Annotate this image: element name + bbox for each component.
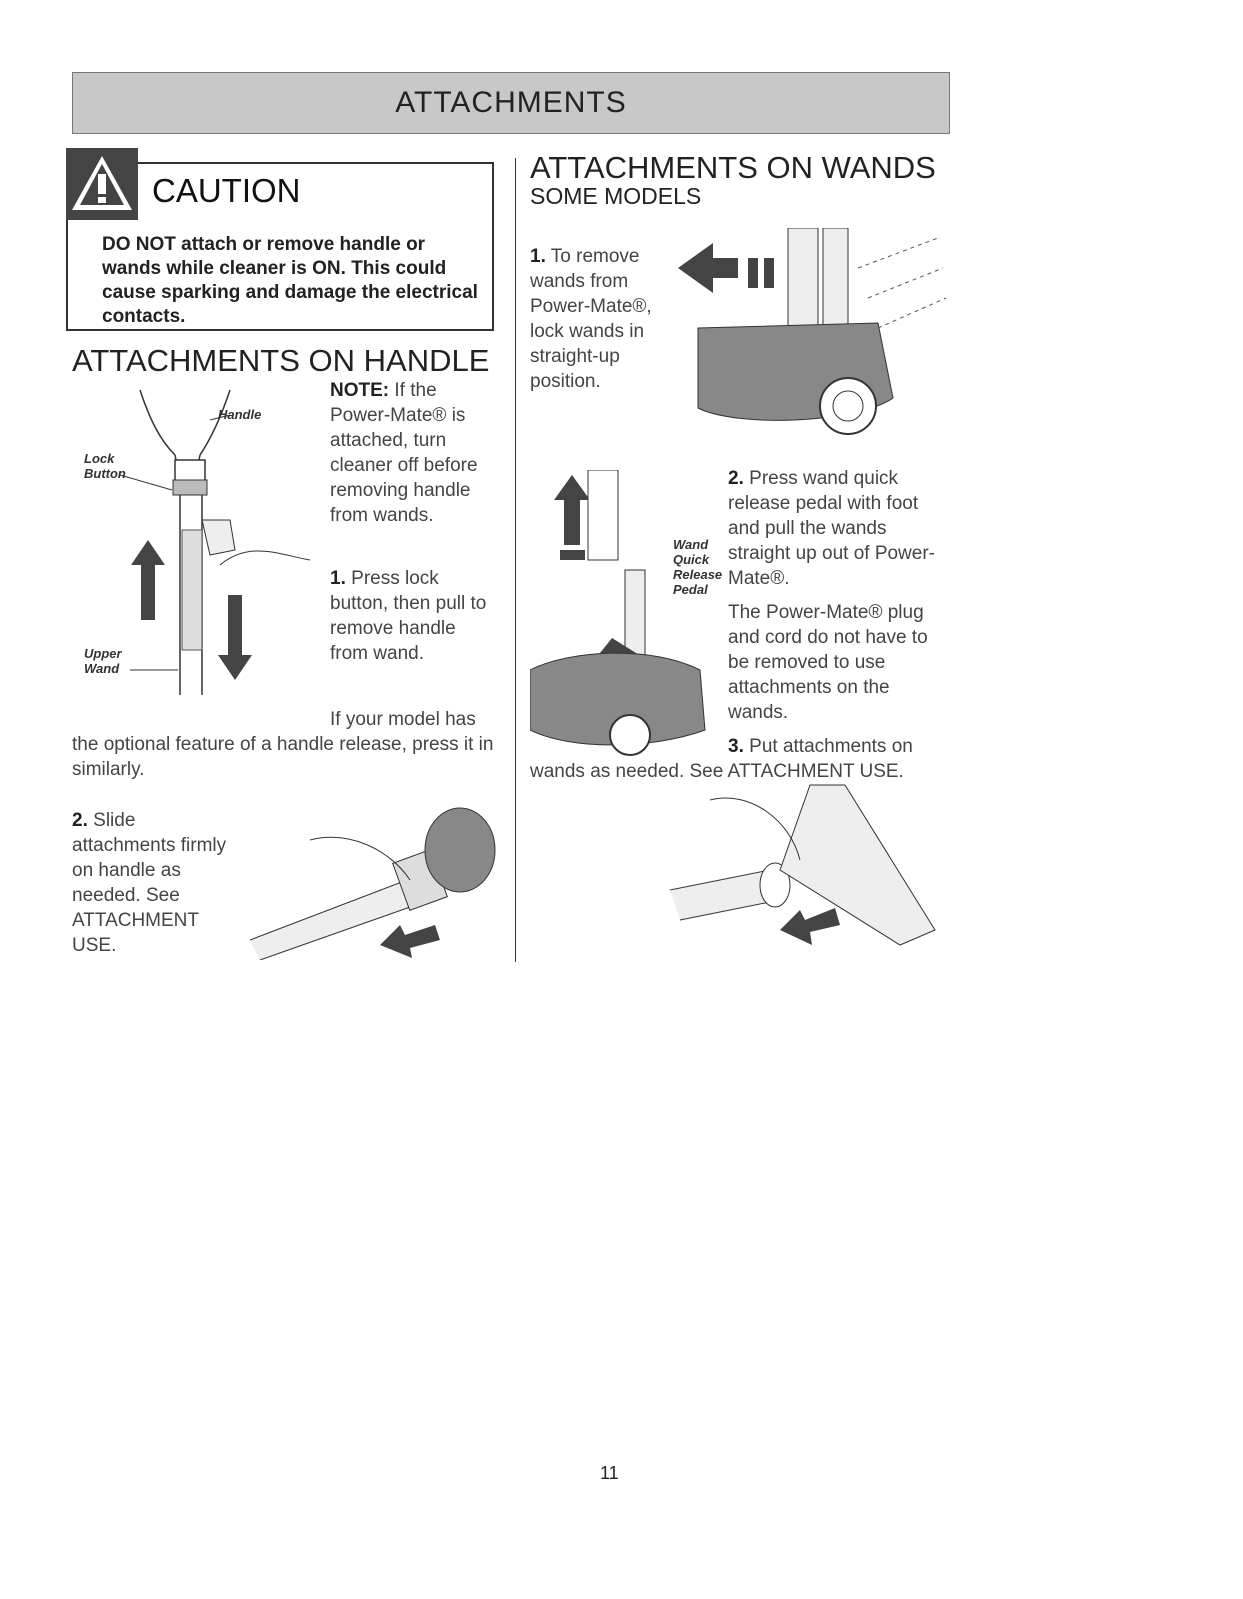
wand-release-pedal-illustration	[530, 470, 720, 760]
wands-step-2	[728, 466, 938, 591]
handle-section-heading: ATTACHMENTS ON HANDLE	[72, 343, 490, 378]
step-number: 1.	[530, 246, 546, 267]
section-banner	[72, 72, 950, 134]
note-label: NOTE:	[330, 380, 390, 401]
handle-attachment-illustration	[250, 800, 500, 960]
wand-quick-release-pedal-label: Wand Quick Release Pedal	[673, 537, 723, 597]
step-number: 2.	[72, 810, 88, 831]
plug-cord-note: The Power-Mate® plug and cord do not have to be removed to use attachments on the wands.	[728, 602, 928, 723]
handle-label: Handle	[218, 407, 262, 422]
caution-text: DO NOT attach or remove handle or wands while cleaner is ON. This could cause sparking and damage the electrical contacts.	[102, 234, 478, 327]
step-number: 3.	[728, 736, 744, 757]
step-text: Press wand quick release pedal with foot and pull the wands straight up out of Power-Mate®.	[728, 468, 935, 589]
upper-wand-label: Upper Wand	[84, 646, 122, 676]
banner-title: ATTACHMENTS	[395, 86, 627, 119]
note-text: If the Power-Mate® is attached, turn cleaner off before removing handle from wands.	[330, 380, 478, 526]
wands-step-3	[530, 734, 940, 784]
handle-optional-feature-text: If your model has the optional feature of a handle release, press it in similarly.	[72, 709, 494, 780]
step-text: Put attachments on wands as needed. See ATTACHMENT USE.	[530, 736, 913, 782]
lock-button-label: Lock Button	[84, 451, 126, 481]
warning-triangle-icon	[66, 148, 138, 220]
handle-step-1	[330, 566, 490, 666]
wands-step-1	[530, 244, 670, 394]
handle-step-2	[72, 808, 232, 958]
caution-title: CAUTION	[152, 172, 301, 209]
page-number: 11	[600, 1463, 619, 1483]
step-number: 1.	[330, 568, 346, 589]
step-number: 2.	[728, 468, 744, 489]
column-divider	[515, 158, 516, 962]
step-text: To remove wands from Power-Mate®, lock wands in straight-up position.	[530, 246, 652, 392]
step-text: Slide attachments firmly on handle as needed. See ATTACHMENT USE.	[72, 810, 227, 956]
power-mate-wand-illustration	[678, 228, 948, 443]
wands-section-heading: ATTACHMENTS ON WANDS	[530, 150, 936, 185]
step-text: Press lock button, then pull to remove handle from wand.	[330, 568, 487, 664]
wands-section-subheading: SOME MODELS	[530, 183, 702, 209]
handle-note	[330, 378, 490, 528]
wand-attachment-illustration	[670, 780, 940, 960]
